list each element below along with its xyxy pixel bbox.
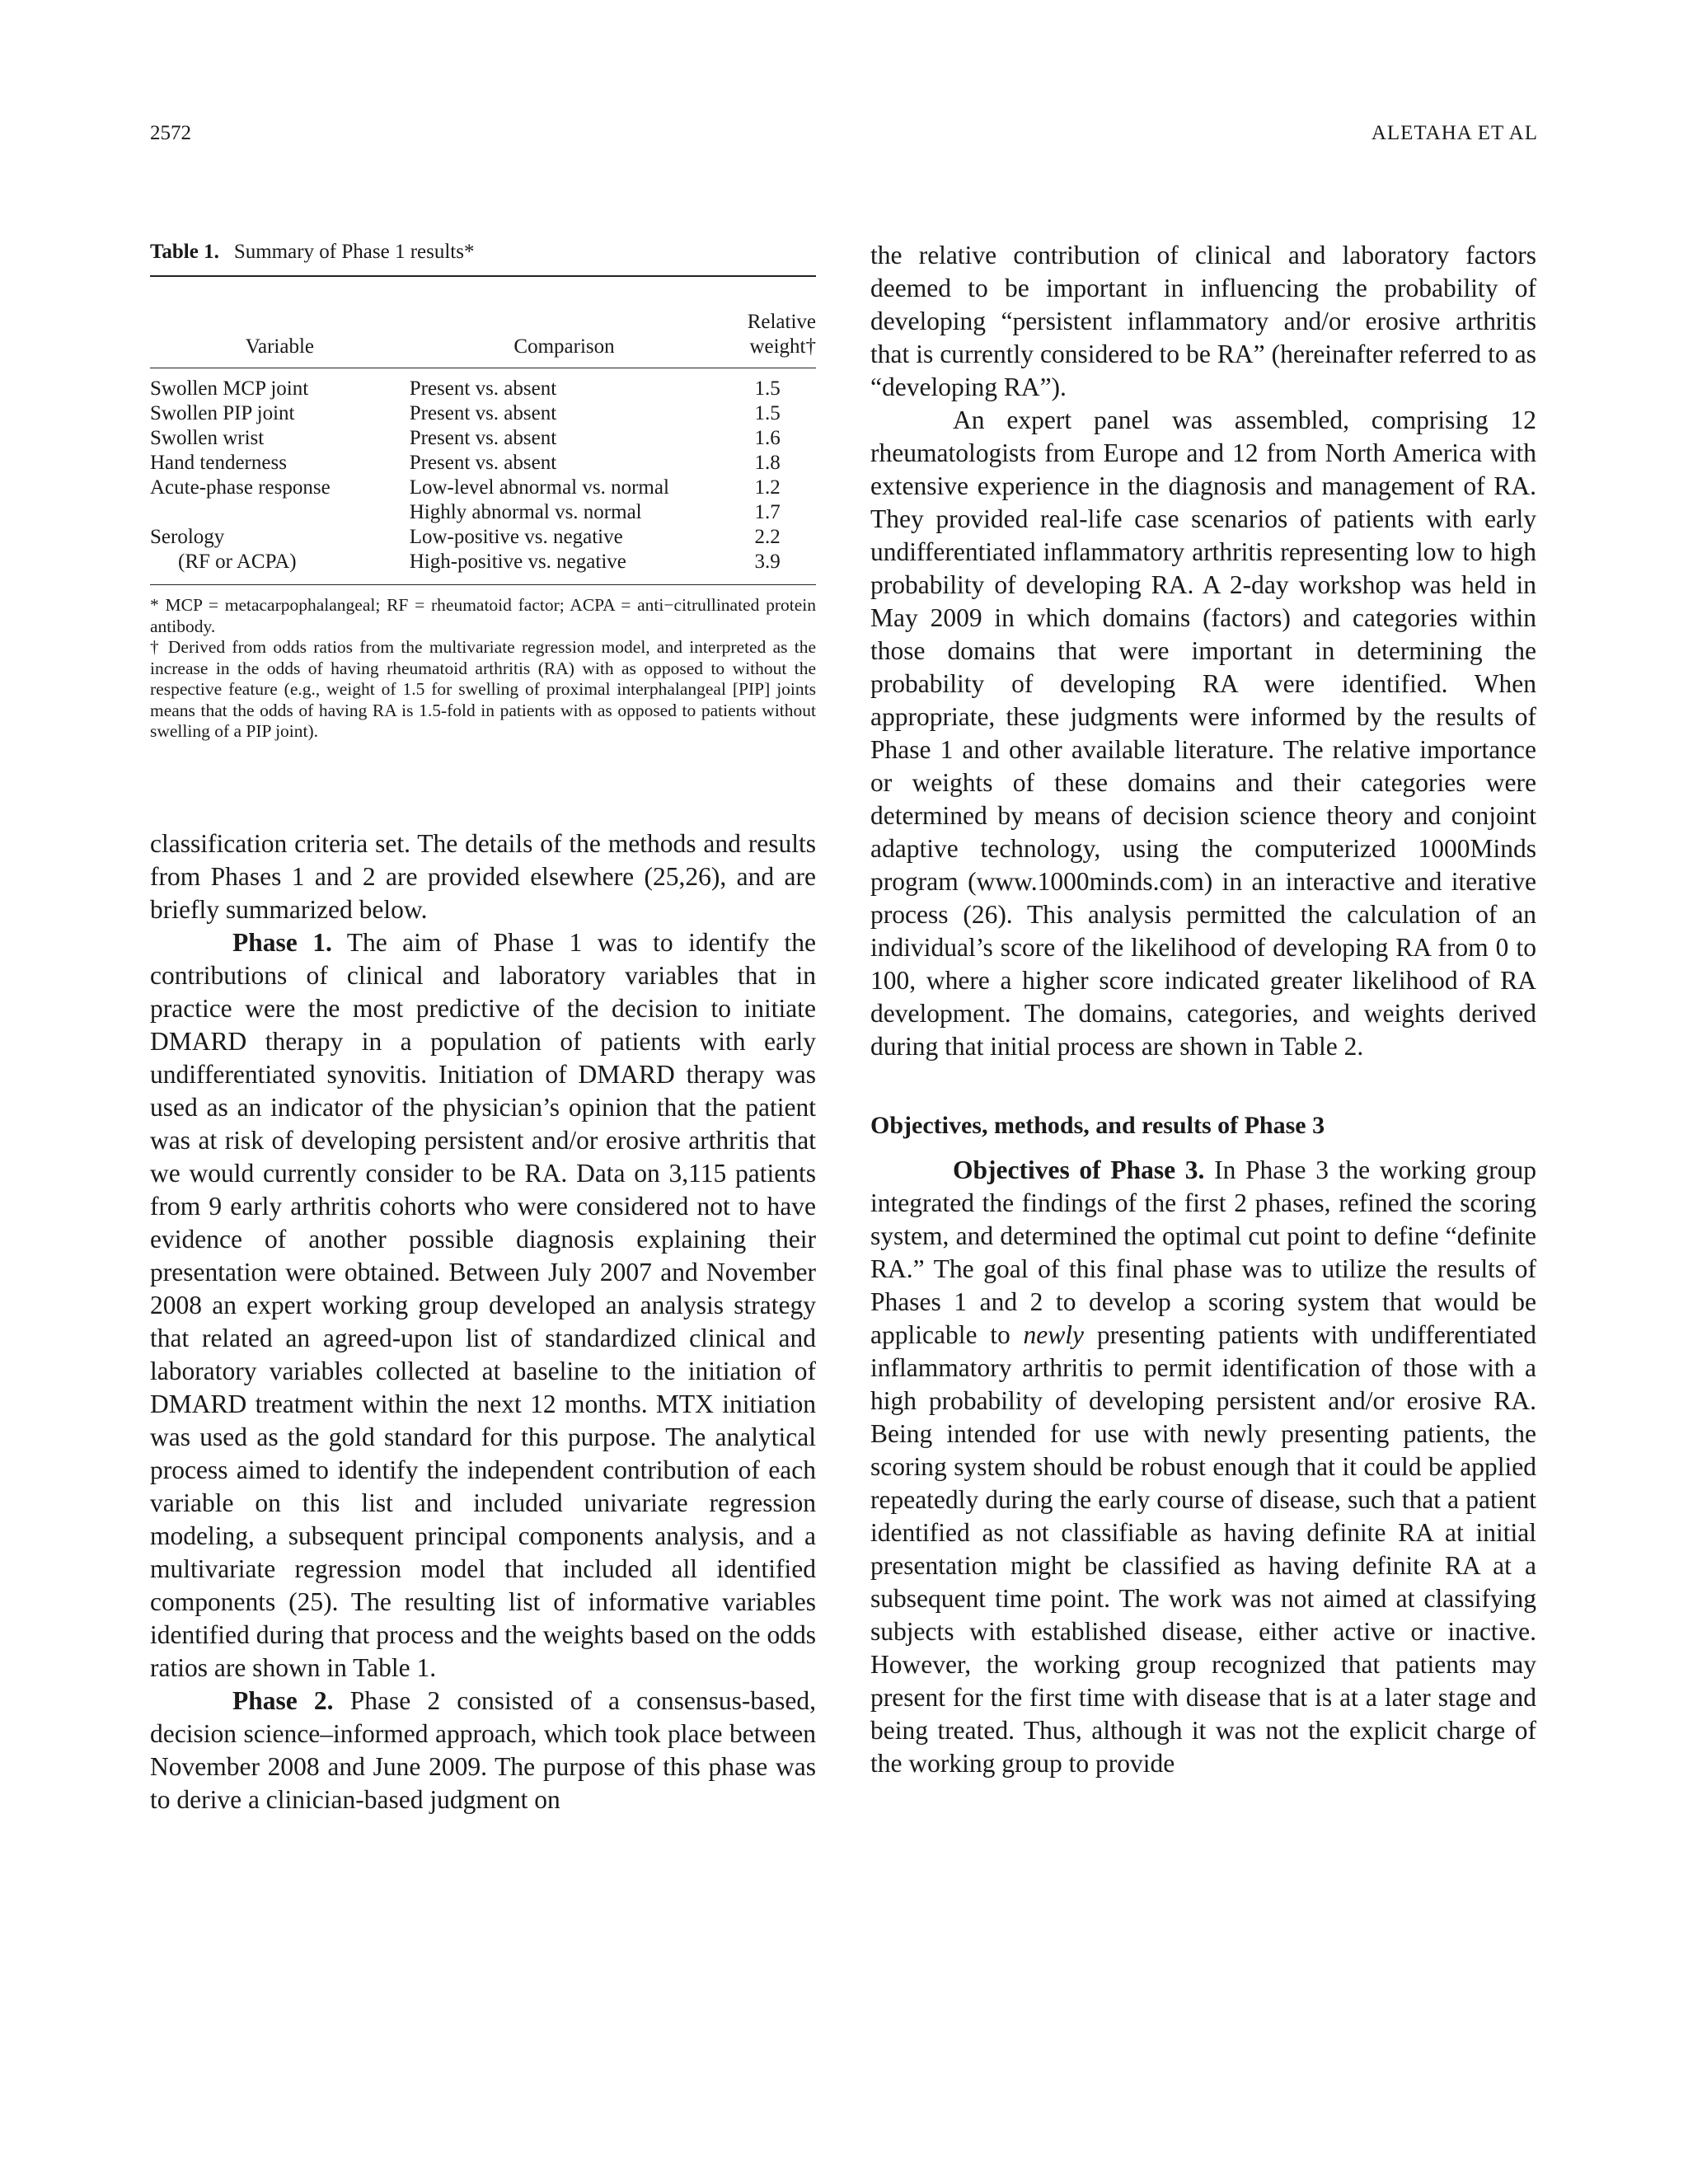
header-comparison: Comparison — [513, 335, 615, 358]
phase2-heading: Phase 2. — [232, 1686, 334, 1715]
cell-weight: 1.6 — [754, 427, 781, 449]
cell-comparison: Present vs. absent — [409, 377, 557, 400]
cell-variable: Swollen MCP joint — [150, 377, 309, 400]
table-label: Table 1. — [150, 241, 219, 263]
table-bottom-rule — [150, 584, 816, 585]
body-paragraph: classification criteria set. The details of the methods and results from Phases 1 and 2 are provided elsewhere (25,26), and are briefly summarized below. — [150, 829, 816, 924]
phase2-paragraph — [150, 1685, 816, 1816]
cell-variable: Acute-phase response — [150, 476, 331, 499]
table-row — [150, 500, 816, 525]
phase1-paragraph — [150, 926, 816, 1685]
cell-comparison: Highly abnormal vs. normal — [409, 501, 642, 523]
table-header-row — [150, 277, 816, 368]
phase1-heading: Phase 1. — [232, 928, 332, 957]
left-column — [150, 827, 816, 1816]
cell-variable: Swollen wrist — [150, 427, 265, 449]
objectives-text-1: In Phase 3 the working group integrated the findings of the first 2 phases, refined the scoring system, and determined the optimal cut point to define “definite RA.” The goal of this final phase was to utilize the results of Phases 1 and 2 to develop a scoring system that would be applicable to — [870, 1155, 1536, 1349]
table-body — [150, 277, 816, 584]
table-title — [150, 241, 816, 264]
cell-weight: 1.2 — [754, 476, 781, 499]
table-row — [150, 525, 816, 550]
header-variable: Variable — [245, 335, 314, 358]
table-footnote-abbrev: * MCP = metacarpophalangeal; RF = rheumatoid factor; ACPA = anti−citrullinated protein antibody. — [150, 595, 816, 636]
cell-comparison: High-positive vs. negative — [409, 551, 626, 573]
cell-weight: 3.9 — [754, 551, 781, 573]
cell-weight: 1.5 — [754, 402, 781, 424]
cell-variable: (RF or ACPA) — [178, 551, 297, 573]
table-row — [150, 451, 816, 476]
cell-weight: 1.5 — [754, 377, 781, 400]
table-row — [150, 476, 816, 500]
section-heading: Objectives, methods, and results of Phase 3 — [870, 1112, 1325, 1139]
cell-comparison: Present vs. absent — [409, 427, 557, 449]
objectives-text-2: presenting patients with undifferentiated inflammatory arthritis to permit identification of those with a high probability of developing persistent and/or erosive RA. Being intended for use with newly presenting patients, the scoring system should be robust enough that it could be applied repeatedly during the early course of disease, such that a patient identified as not classifiable as having definite RA at initial presentation might be classified as having definite RA at a subsequent time point. The work was not aimed at classifying subjects with established disease, either active or inactive. However, the working group recognized that patients may present for the first time with disease that is at a later stage and being treated. Thus, although it was not the explicit charge of the working group to provide — [870, 1320, 1536, 1778]
cell-comparison: Low-level abnormal vs. normal — [409, 476, 669, 499]
cell-variable: Serology — [150, 526, 225, 548]
cell-variable — [150, 500, 410, 525]
table-row — [150, 550, 816, 584]
header-weight-line1: Relative — [747, 311, 816, 333]
phase2-text: Phase 2 consisted of a consensus-based, decision science–informed approach, which took place between November 2008 and June 2009. The purpose of this phase was to derive a clinician-based judgment on — [150, 1686, 816, 1814]
cell-variable: Hand tenderness — [150, 452, 287, 474]
header-weight — [719, 277, 816, 368]
phase1-text: The aim of Phase 1 was to identify the contributions of clinical and laboratory variables that in practice were the most predictive of the decision to initiate DMARD therapy in a population of patients with early undifferentiated synovitis. Initiation of DMARD therapy was used as an indicator of the physician’s opinion that the patient was at risk of developing persistent and/or erosive arthritis that we would currently consider to be RA. Data on 3,115 patients from 9 early arthritis cohorts who were considered not to have evidence of another possible diagnosis explaining their presentation were obtained. Between July 2007 and November 2008 an expert working group developed an analysis strategy that related an agreed-upon list of standardized clinical and laboratory variables collected at baseline to the initiation of DMARD treatment within the next 12 months. MTX initiation was used as the gold standard for this purpose. The analytical process aimed to identify the independent contribution of each variable on this list and included univariate regression modeling, a subsequent principal components analysis, and a multivariate regression model that included all identified components (25). The resulting list of informative variables identified during that process and the weights based on the odds ratios are shown in Table 1. — [150, 928, 817, 1682]
table-row — [150, 426, 816, 451]
table-1 — [150, 241, 816, 743]
expert-panel-paragraph: An expert panel was assembled, comprising 12 rheumatologists from Europe and 12 from North America with extensive experience in the diagnosis and management of RA. They provided real-life case scenarios of patients with early undifferentiated inflammatory arthritis representing low to high probability of developing RA. A 2-day workshop was held in May 2009 in which domains (factors) and categories within those domains that were important in determining the probability of developing RA were identified. When appropriate, these judgments were informed by the results of Phase 1 and other available literature. The relative importance or weights of these domains and their categories were determined by means of decision science theory and conjoint adaptive technology, using the computerized 1000Minds program (www.1000minds.com) in an interactive and iterative process (26). This analysis permitted the calculation of an individual’s score of the likelihood of developing RA from 0 to 100, where a higher score indicated greater likelihood of RA development. The domains, categories, and weights derived during that initial process are shown in Table 2. — [870, 405, 1536, 1061]
cell-variable: Swollen PIP joint — [150, 402, 295, 424]
cell-weight: 2.2 — [754, 526, 781, 548]
cell-comparison: Present vs. absent — [409, 402, 557, 424]
table-footnote-weight: † Derived from odds ratios from the multivariate regression model, and interpreted as the increase in the odds of having rheumatoid arthritis (RA) with as opposed to without the respective feature (e.g., weight of 1.5 for swelling of proximal interphalangeal [PIP] joints means that the odds of having RA is 1.5-fold in patients with as opposed to patients without swelling of a PIP joint). — [150, 637, 816, 741]
objectives-italic: newly — [1023, 1320, 1085, 1349]
cell-comparison: Present vs. absent — [409, 452, 557, 474]
table-caption: Summary of Phase 1 results* — [233, 241, 475, 263]
objectives-paragraph — [870, 1154, 1536, 1780]
header-weight-line2: weight† — [749, 335, 816, 358]
table-row — [150, 401, 816, 426]
cell-weight: 1.7 — [754, 501, 781, 523]
table-row — [150, 368, 816, 401]
right-column — [870, 239, 1536, 1780]
cell-comparison: Low-positive vs. negative — [409, 526, 623, 548]
running-head: ALETAHA ET AL — [1371, 122, 1538, 144]
body-paragraph: the relative contribution of clinical and laboratory factors deemed to be important in influencing the probability of developing “persistent inflammatory and/or erosive arthritis that is currently considered to be RA” (hereinafter referred to as “developing RA”). — [870, 241, 1536, 401]
table-footnotes — [150, 595, 816, 743]
cell-weight: 1.8 — [754, 452, 781, 474]
page-number: 2572 — [150, 122, 191, 144]
objectives-heading: Objectives of Phase 3. — [953, 1155, 1205, 1184]
